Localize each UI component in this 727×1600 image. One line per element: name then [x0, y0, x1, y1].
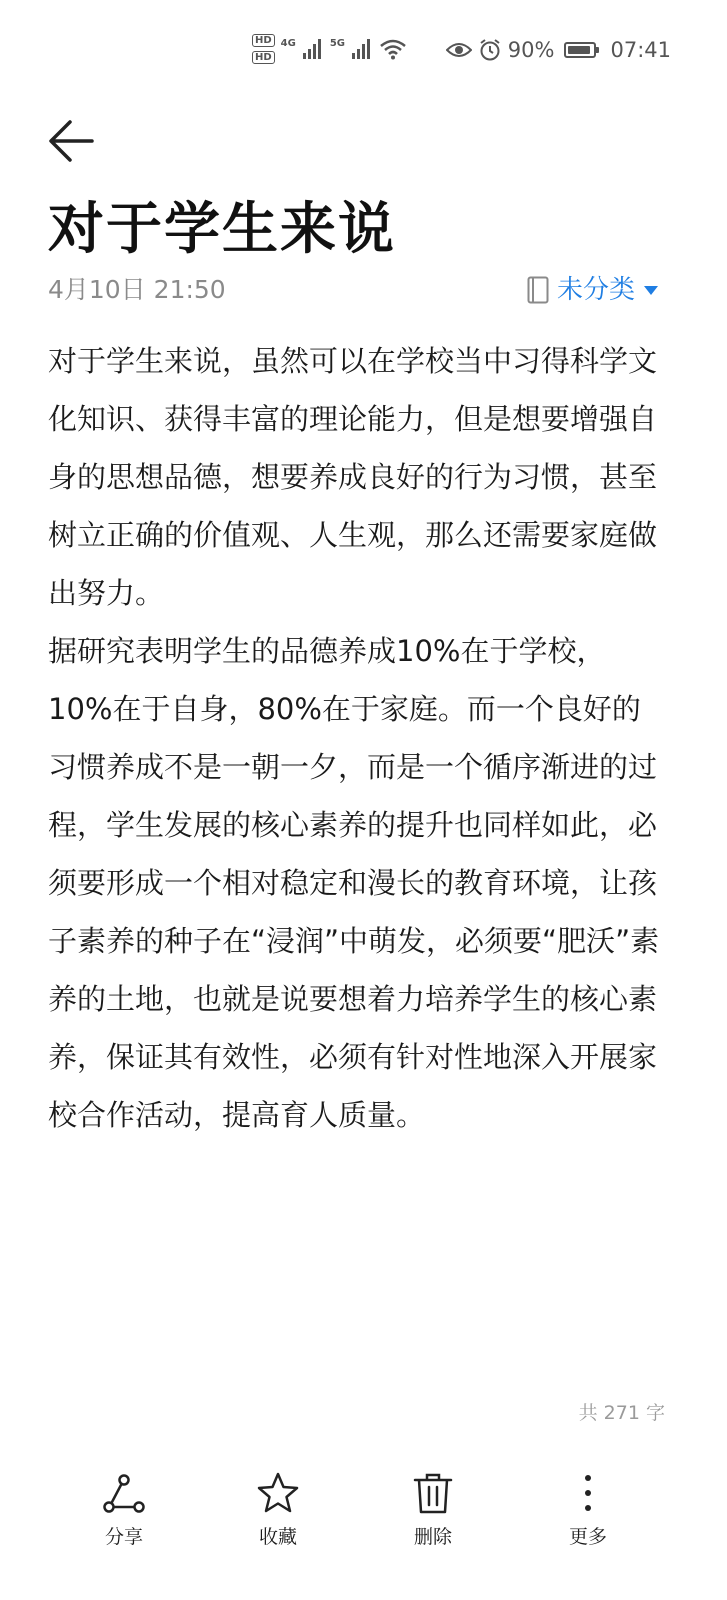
eye-icon: [446, 40, 472, 60]
note-datetime: 4月10日 21:50: [48, 275, 226, 304]
paragraph-1: 对于学生来说，虽然可以在学校当中习得科学文化知识、获得丰富的理论能力，但是想要增强自身的思想品德，想要养成良好的行为习惯，甚至树立正确的价值观、人生观，那么还需要家庭做出努力。: [48, 344, 658, 610]
more-button[interactable]: [538, 1470, 638, 1549]
share-button[interactable]: [74, 1470, 174, 1549]
delete-label: 删除: [413, 1526, 452, 1548]
system-indicators: [446, 38, 671, 62]
caret-down-icon: [643, 284, 659, 296]
paragraph-2: 据研究表明学生的品德养成10%在于学校，10%在于自身，80%在于家庭。而一个良好的习惯养成不是一朝一夕，而是一个循序渐进的过程，学生发展的核心素养的提升也同样如此，必须要形成一个相对稳定和漫长的教育环境，让孩子素养的种子在“浸润”中萌发，必须要“肥沃”素养的土地，也就是说要想着力培养学生的核心素养，保证其有效性，必须有针对性地深入开展家校合作活动，提高育人质量。: [48, 634, 660, 1132]
notebook-icon: [527, 276, 549, 304]
signal-2-icon: [351, 38, 373, 60]
signal-1-label: 4G: [280, 38, 296, 49]
note-body[interactable]: [48, 332, 668, 1144]
network-indicators: [252, 34, 407, 64]
more-vertical-icon: [565, 1470, 611, 1516]
battery-percent: 90%: [507, 38, 555, 62]
alarm-icon: [478, 38, 502, 62]
hd-1-icon: HD: [252, 34, 275, 47]
signal-1-icon: [302, 38, 324, 60]
category-selector[interactable]: [527, 272, 659, 308]
hd-icons: [252, 34, 275, 64]
favorite-button[interactable]: [228, 1470, 328, 1549]
bottom-toolbar: [0, 1470, 727, 1570]
share-label: 分享: [104, 1526, 143, 1548]
favorite-label: 收藏: [258, 1526, 297, 1548]
category-label: 未分类: [556, 275, 635, 305]
trash-icon: [410, 1470, 456, 1516]
status-bar: [0, 0, 727, 100]
star-icon: [255, 1470, 301, 1516]
back-button[interactable]: [46, 116, 96, 166]
hd-2-icon: HD: [252, 51, 275, 64]
battery-level-fill: [568, 46, 590, 54]
delete-button[interactable]: [383, 1470, 483, 1549]
word-count: 共 271 字: [578, 1402, 665, 1424]
signal-2-label: 5G: [329, 38, 346, 49]
more-label: 更多: [568, 1526, 607, 1548]
wifi-icon: [379, 38, 407, 60]
clock: 07:41: [610, 38, 671, 62]
arrow-left-icon: [46, 116, 96, 166]
note-title[interactable]: 对于学生来说: [48, 197, 396, 262]
share-icon: [101, 1470, 147, 1516]
battery-icon: [564, 42, 596, 58]
